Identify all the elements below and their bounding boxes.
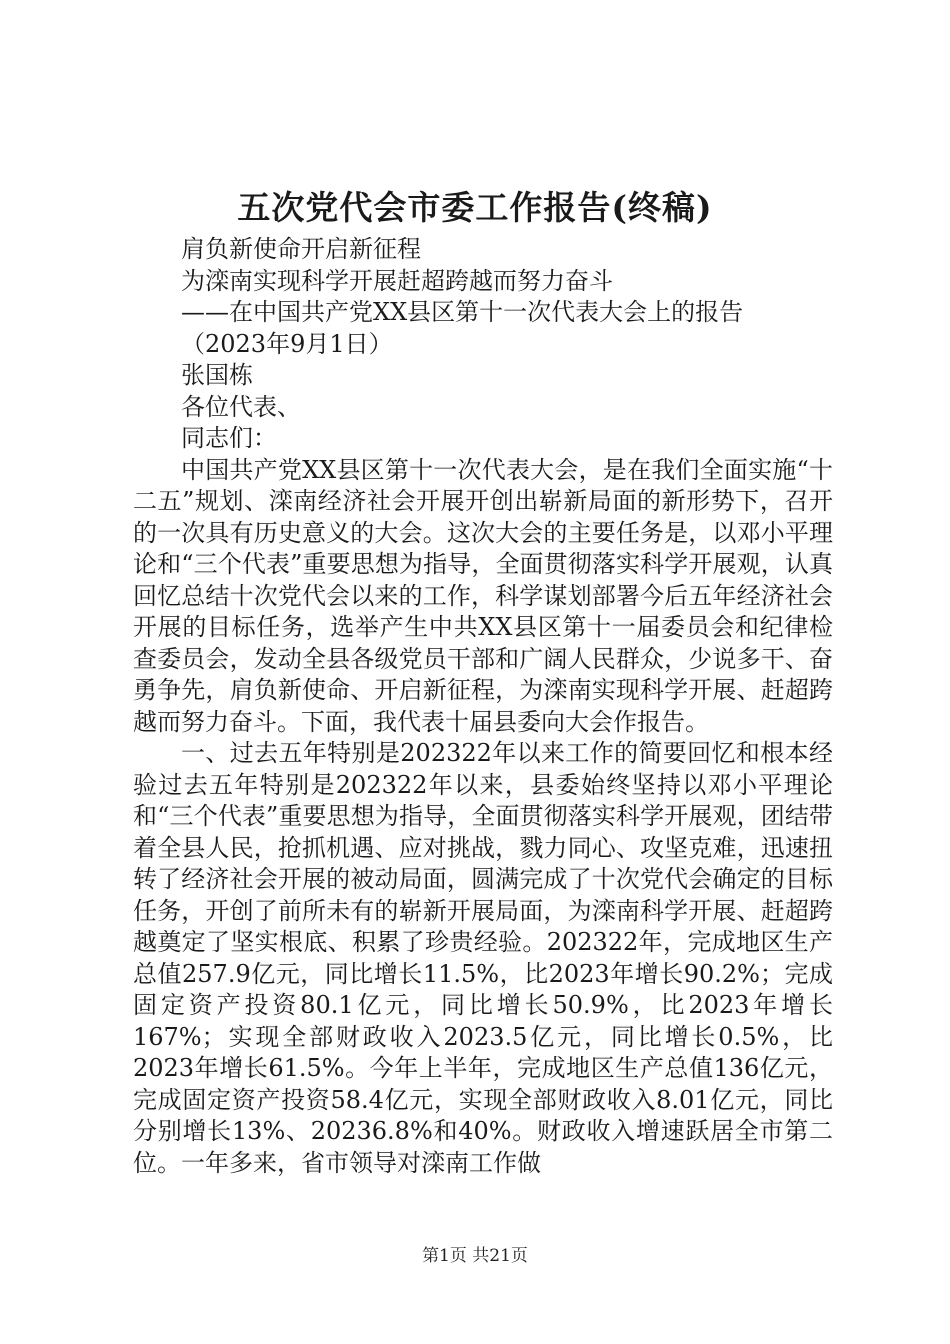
subtitle-line: ——在中国共产党XX县区第十一次代表大会上的报告 (181, 298, 744, 326)
report-date: （2023年9月1日） (181, 329, 393, 358)
body-paragraph: 中国共产党XX县区第十一次代表大会，是在我们全面实施“十二五”规划、滦南经济社会开展开创出崭新局面的新形势下，召开的一次具有历史意义的大会。这次大会的主要任务是，以邓小平理论和“三个代表”重要思想为指导，全面贯彻落实科学开展观，认真回忆总结十次党代会以来的工作，科学谋划部署今后五年经济社会开展的目标任务，选举产生中共XX县区第十一届委员会和纪律检查委员会，发动全县各级党员干部和广阔人民群众，少说多干、奋勇争先，肩负新使命、开启新征程，为滦南实现科学开展、赶超跨越而努力奋斗。下面，我代表十届县委向大会作报告。 (133, 455, 833, 736)
document-title: 五次党代会市委工作报告(终稿) (237, 188, 713, 227)
subtitle-line: 为滦南实现科学开展赶超跨越而努力奋斗 (181, 266, 613, 295)
subtitle-line: 肩负新使命开启新征程 (181, 235, 421, 263)
salutation-line: 同志们： (181, 424, 277, 452)
author-name: 张国栋 (181, 361, 253, 389)
salutation-line: 各位代表、 (181, 392, 301, 421)
body-paragraph: 一、过去五年特别是202322年以来工作的简要回忆和根本经验过去五年特别是202322年以来，县委始终坚持以邓小平理论和“三个代表”重要思想为指导，全面贯彻落实科学开展观，团结带着全县人民，抢抓机遇、应对挑战，戮力同心、攻坚克难，迅速扭转了经济社会开展的被动局面，圆满完成了十次党代会确定的目标任务，开创了前所未有的崭新开展局面，为滦南科学开展、赶超跨越奠定了坚实根底、积累了珍贵经验。202322年，完成地区生产总值257.9亿元，同比增长11.5%，比2023年增长90.2%；完成固定资产投资80.1亿元，同比增长50.9%，比2023年增长167%；实现全部财政收入2023.5亿元，同比增长0.5%，比2023年增长61.5%。今年上半年，完成地区生产总值136亿元，完成固定资产投资58.4亿元，实现全部财政收入8.01亿元，同比分别增长13%、20236.8%和40%。财政收入增速跃居全市第二位。一年多来，省市领导对滦南工作做 (133, 739, 833, 1177)
document-body (133, 234, 833, 1179)
page-footer: 第1页 共21页 (422, 1246, 528, 1266)
